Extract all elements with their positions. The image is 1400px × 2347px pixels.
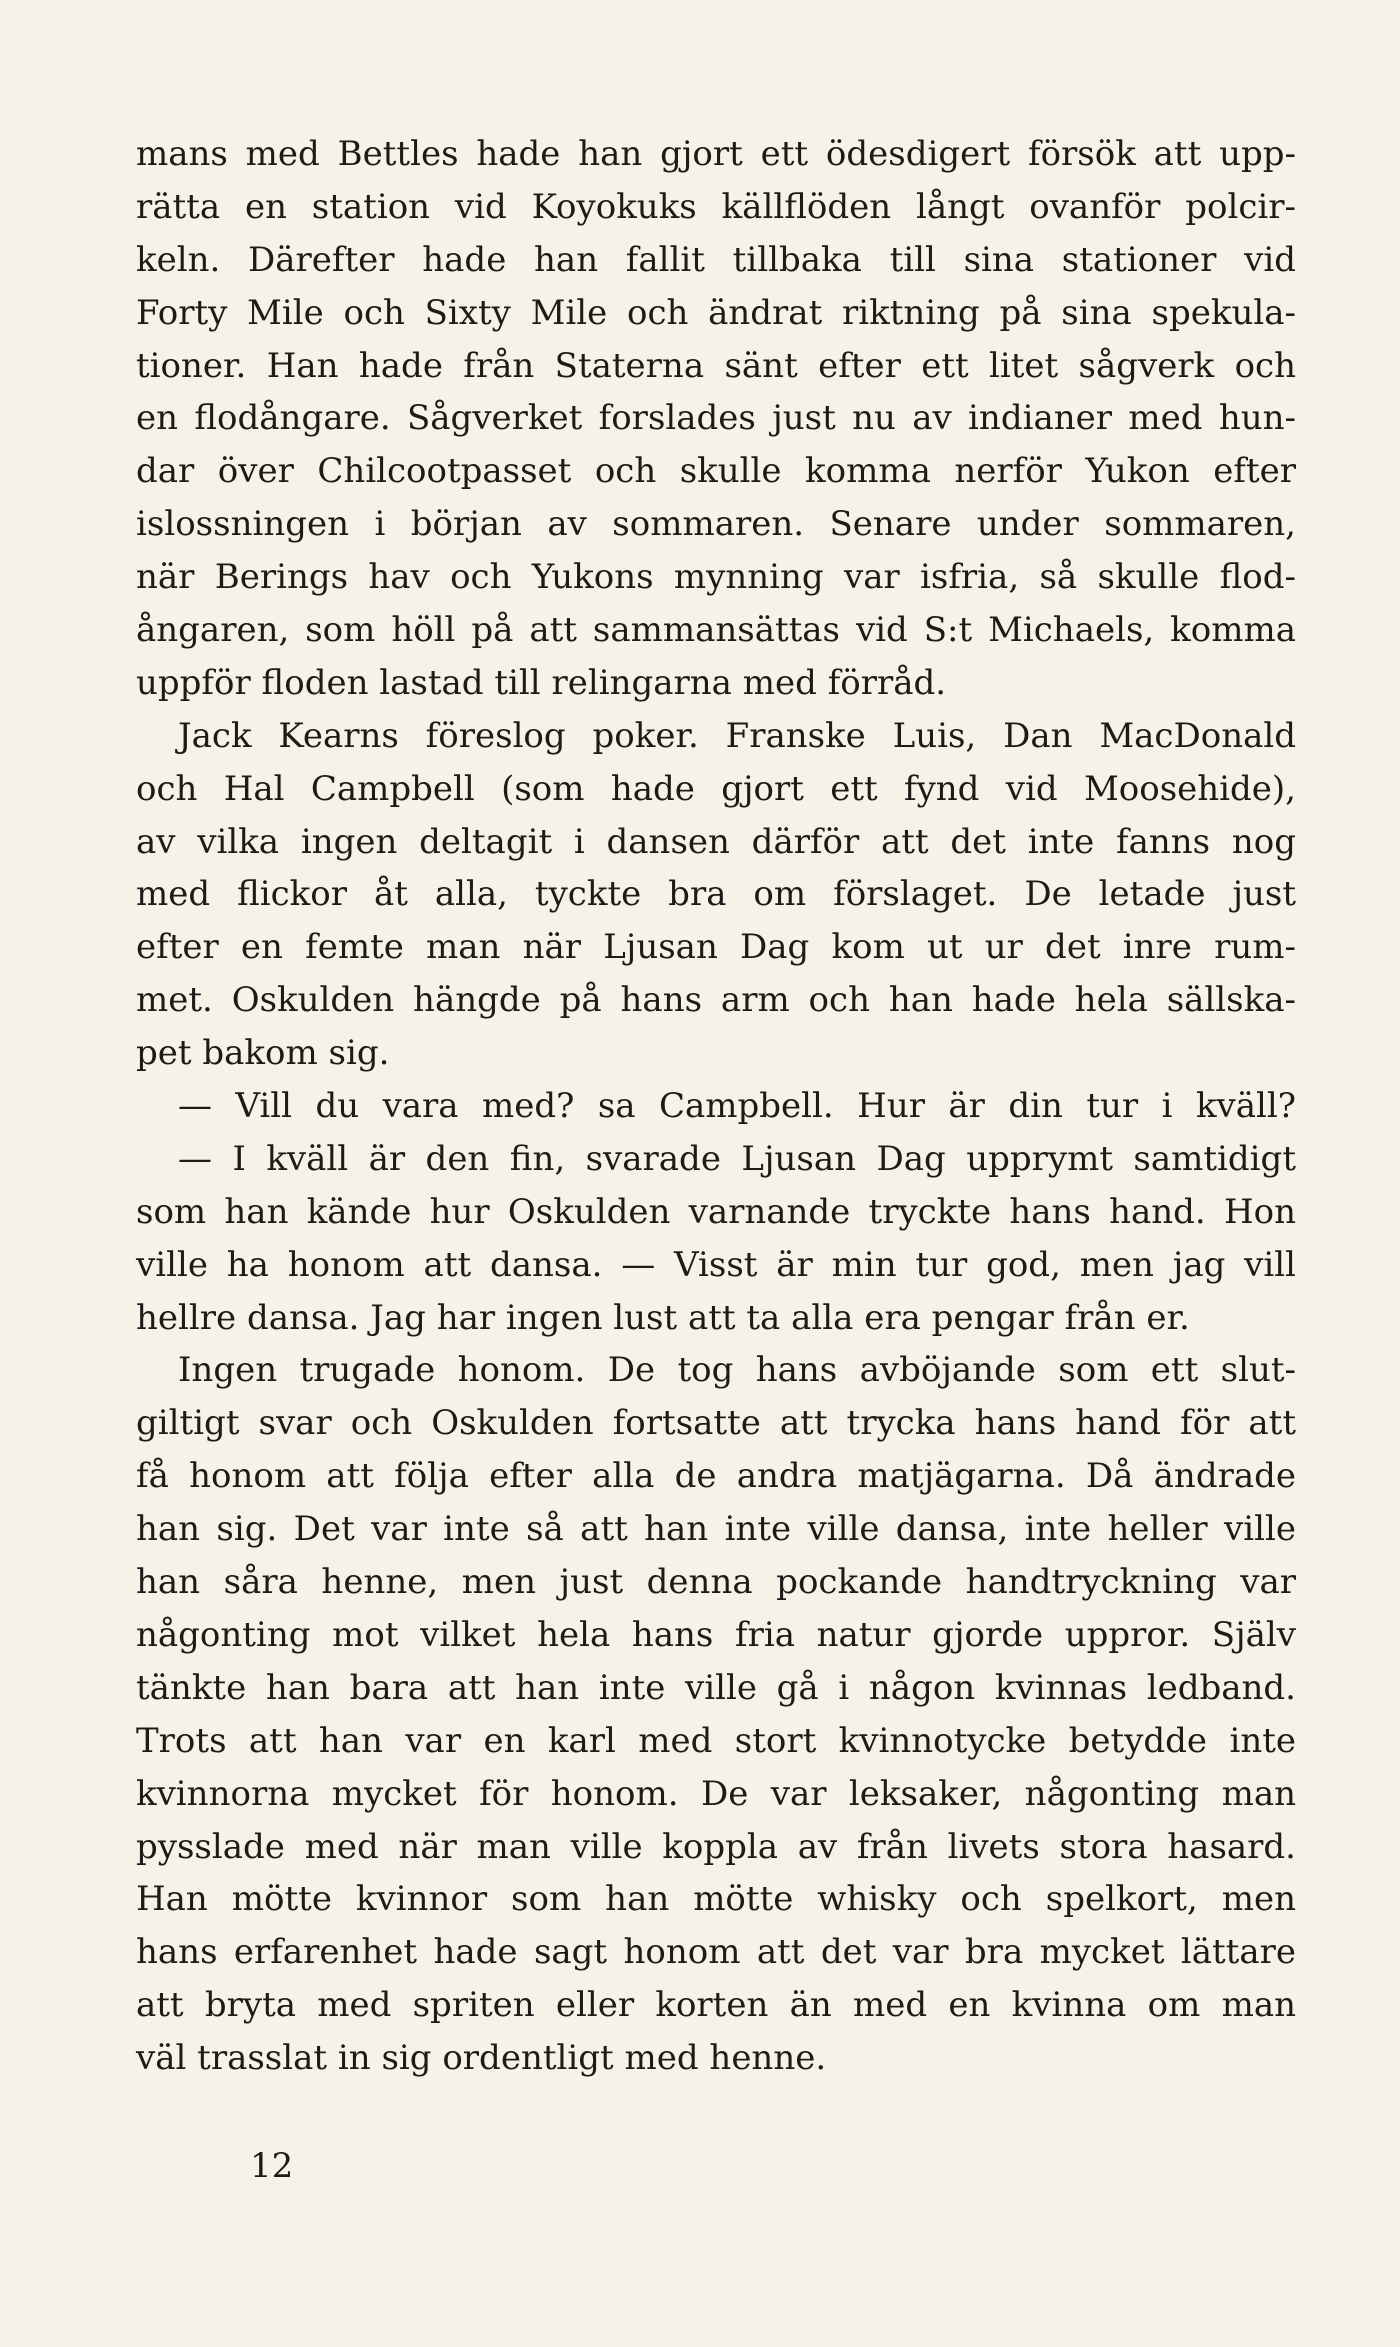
text-line: dar över Chilcootpasset och skulle komma nerför Yukon efter [136, 451, 1296, 492]
text-line: Han mötte kvinnor som han mötte whisky och spelkort, men [136, 1879, 1296, 1920]
text-line: att bryta med spriten eller korten än med en kvinna om man [136, 1985, 1296, 2026]
text-line: kvinnorna mycket för honom. De var leksaker, någonting man [136, 1773, 1296, 1814]
text-line: tänkte han bara att han inte ville gå i någon kvinnas ledband. [136, 1667, 1296, 1708]
text-line: hellre dansa. Jag har ingen lust att ta alla era pengar från er. [136, 1297, 1190, 1338]
text-line: någonting mot vilket hela hans fria natur gjorde uppror. Själv [136, 1614, 1296, 1655]
text-line: få honom att följa efter alla de andra matjägarna. Då ändrade [136, 1456, 1296, 1497]
text-line: efter en femte man när Ljusan Dag kom ut ur det inre rum- [136, 927, 1296, 968]
text-line: som han kände hur Oskulden varnande tryckte hans hand. Hon [136, 1191, 1296, 1232]
text-line: av vilka ingen deltagit i dansen därför att det inte fanns nog [136, 821, 1296, 862]
text-line: och Hal Campbell (som hade gjort ett fynd vid Moosehide), [136, 768, 1296, 809]
text-line: tioner. Han hade från Staterna sänt efter ett litet sågverk och [136, 345, 1296, 386]
text-line: när Berings hav och Yukons mynning var isfria, så skulle flod- [136, 557, 1296, 598]
text-line: en flodångare. Sågverket forslades just nu av indianer med hun- [136, 398, 1296, 439]
text-line: ångaren, som höll på att sammansättas vid S:t Michaels, komma [136, 610, 1296, 651]
text-line: mans med Bettles hade han gjort ett ödesdigert försök att upp- [136, 134, 1296, 174]
text-line: Ingen trugade honom. De tog hans avböjande som ett slut- [178, 1350, 1296, 1391]
body-text [136, 128, 1296, 2085]
text-line: Trots att han var en karl med stort kvinnotycke betydde inte [136, 1720, 1296, 1761]
page-number: 12 [250, 2146, 294, 2186]
text-line: väl trasslat in sig ordentligt med henne. [136, 2038, 827, 2079]
text-line: met. Oskulden hängde på hans arm och han hade hela sällska- [136, 980, 1296, 1021]
text-line: ville ha honom att dansa. — Visst är min tur god, men jag vill [136, 1244, 1296, 1285]
text-line: keln. Därefter hade han fallit tillbaka till sina stationer vid [136, 239, 1296, 280]
text-line: han såra henne, men just denna pockande handtryckning var [136, 1562, 1296, 1603]
text-line: uppför floden lastad till relingarna med förråd. [136, 662, 947, 703]
text-line: med flickor åt alla, tyckte bra om förslaget. De letade just [136, 874, 1296, 915]
text-line: hans erfarenhet hade sagt honom att det var bra mycket lättare [136, 1932, 1296, 1973]
text-line: rätta en station vid Koyokuks källflöden långt ovanför polcir- [136, 186, 1296, 227]
text-line: Jack Kearns föreslog poker. Franske Luis, Dan MacDonald [178, 715, 1296, 756]
text-line: pet bakom sig. [136, 1033, 390, 1074]
text-line: pysslade med när man ville koppla av från livets stora hasard. [136, 1826, 1296, 1867]
text-line: — Vill du vara med? sa Campbell. Hur är din tur i kväll? [178, 1086, 1296, 1127]
text-line: islossningen i början av sommaren. Senare under sommaren, [136, 504, 1296, 545]
text-line: giltigt svar och Oskulden fortsatte att trycka hans hand för att [136, 1403, 1296, 1444]
text-line: — I kväll är den fin, svarade Ljusan Dag upprymt samtidigt [178, 1138, 1296, 1179]
text-line: han sig. Det var inte så att han inte ville dansa, inte heller ville [136, 1509, 1296, 1550]
text-line: Forty Mile och Sixty Mile och ändrat riktning på sina spekula- [136, 292, 1296, 333]
